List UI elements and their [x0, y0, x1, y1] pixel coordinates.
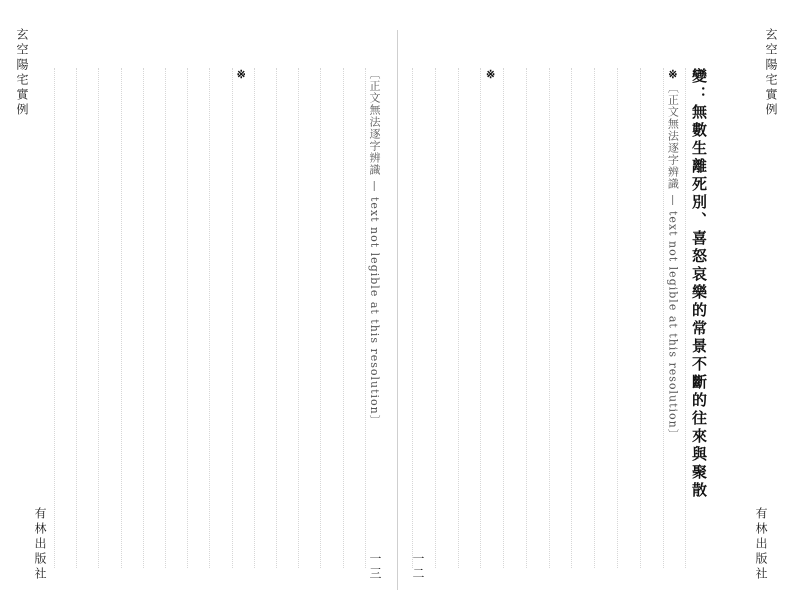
paragraph-marker: ※ [484, 68, 498, 82]
right-page-body [412, 68, 712, 568]
body-column [412, 68, 432, 568]
body-text-placeholder: 〔正文無法逐字辨識 — text not legible at this resolution〕 [368, 68, 381, 427]
body-column [187, 68, 206, 568]
body-column [343, 68, 362, 568]
body-column [232, 68, 251, 568]
right-page-number: 一二 [411, 552, 425, 582]
body-column [365, 68, 384, 568]
body-column [298, 68, 317, 568]
body-column [480, 68, 500, 568]
left-page-publisher: 有林出版社 [33, 507, 47, 582]
body-column [76, 68, 95, 568]
right-page-book-title: 玄空陽宅實例 [764, 28, 778, 118]
body-column [526, 68, 546, 568]
left-page-book-title: 玄空陽宅實例 [15, 28, 29, 118]
paragraph-marker: ※ [234, 68, 248, 82]
left-page-number: 一三 [368, 552, 382, 582]
paragraph-marker: ※ [666, 68, 680, 82]
left-page [10, 28, 390, 588]
body-column [98, 68, 117, 568]
body-column [143, 68, 162, 568]
body-column [165, 68, 184, 568]
left-page-body [54, 68, 384, 568]
body-column [435, 68, 455, 568]
body-column [663, 68, 683, 568]
body-column [320, 68, 339, 568]
book-spine [397, 30, 398, 590]
section-title: 變：無數生離死別、喜怒哀樂的常景不斷的往來與聚散 [685, 68, 712, 568]
body-column [121, 68, 140, 568]
body-column [640, 68, 660, 568]
scan-header-right [663, 4, 783, 14]
body-column [254, 68, 273, 568]
scan-header-left [10, 4, 190, 14]
body-column [54, 68, 73, 568]
right-page [404, 28, 784, 588]
body-column [549, 68, 569, 568]
body-text-placeholder: 〔正文無法逐字辨識 — text not legible at this resolution〕 [666, 82, 680, 441]
body-column [209, 68, 228, 568]
body-column [617, 68, 637, 568]
body-column [571, 68, 591, 568]
body-column [458, 68, 478, 568]
body-column [594, 68, 614, 568]
right-page-publisher: 有林出版社 [754, 507, 768, 582]
body-column [503, 68, 523, 568]
body-column [276, 68, 295, 568]
